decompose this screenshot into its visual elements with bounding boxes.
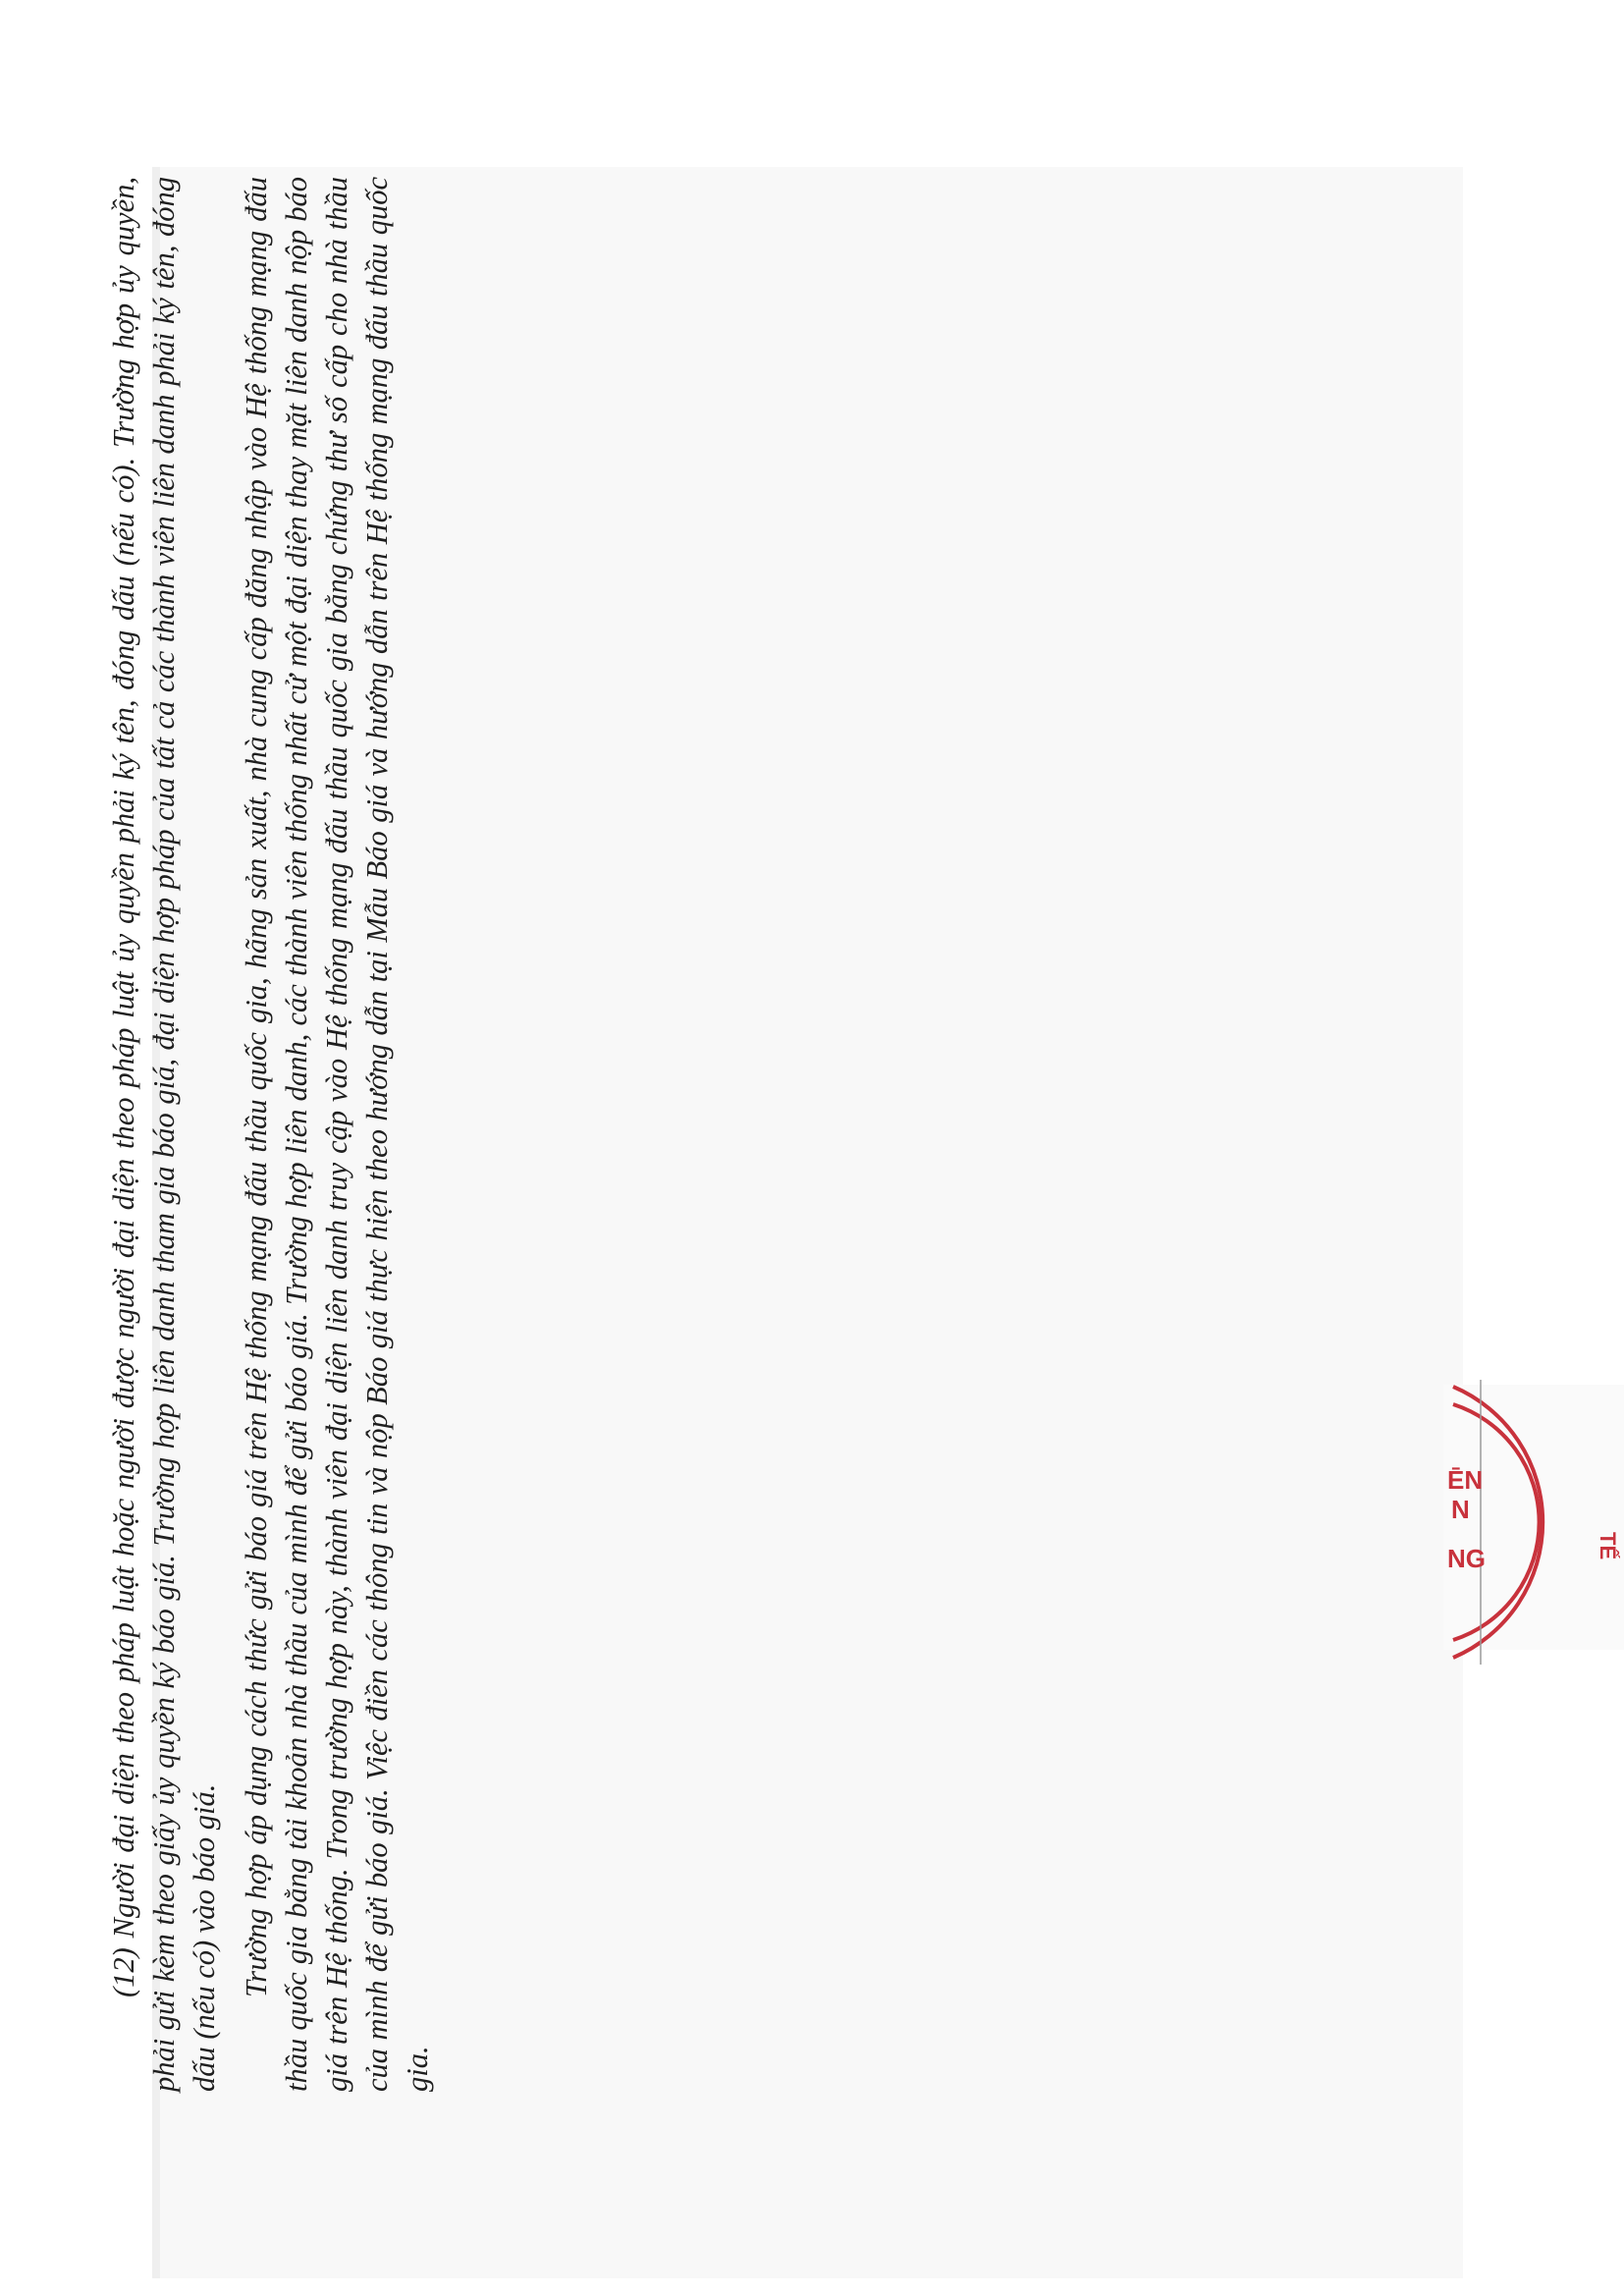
electronic-submission-paragraph: Trường hợp áp dụng cách thức gửi báo giá trên Hệ thống mạng đấu thầu quốc gia, hãng sản xuất, nhà cung cấp đăng nhập vào Hệ thống mạng đấu thầu quốc gia bằng tài khoản nhà thầu của mình để gửi báo giá. Trường hợp liên danh, các thành viên thống nhất cử một đại diện thay mặt liên danh nộp báo giá trên Hệ thống. Trong trường hợp này, thành viên đại diện liên danh truy cập vào Hệ thống mạng đấu thầu quốc gia bằng chứng thư số cấp cho nhà thầu của mình để gửi báo giá. Việc điền các thông tin và nộp Báo giá thực hiện theo hướng dẫn tại Mẫu Báo giá và hướng dẫn trên Hệ thống mạng đấu thầu quốc gia. bbox=[240, 177, 434, 2092]
stamp-fragment-3: NG bbox=[1447, 1544, 1486, 1573]
stamp-fragment-side: TẾ bbox=[1596, 1532, 1620, 1560]
stamp-fragment-2: N bbox=[1451, 1495, 1470, 1524]
note-12-text: Người đại diện theo pháp luật hoặc người được người đại diện theo pháp luật ủy quyền phải ký tên, đóng dấu (nếu có). Trường hợp ủy quyền, phải gửi kèm theo giấy ủy quyền ký báo giá. Trường hợp liên danh tham gia báo giá, đại diện hợp pháp của tất cả các thành viên liên danh phải ký tên, đóng dấu (nếu có) vào báo giá. bbox=[107, 176, 221, 2092]
note-12-number: (12) bbox=[107, 1947, 140, 1997]
note-12-paragraph bbox=[104, 177, 225, 2092]
stamp-fragment-1: ĒN bbox=[1447, 1465, 1484, 1495]
red-seal-stamp bbox=[1414, 1375, 1624, 1669]
rotated-text-block bbox=[104, 177, 438, 2092]
